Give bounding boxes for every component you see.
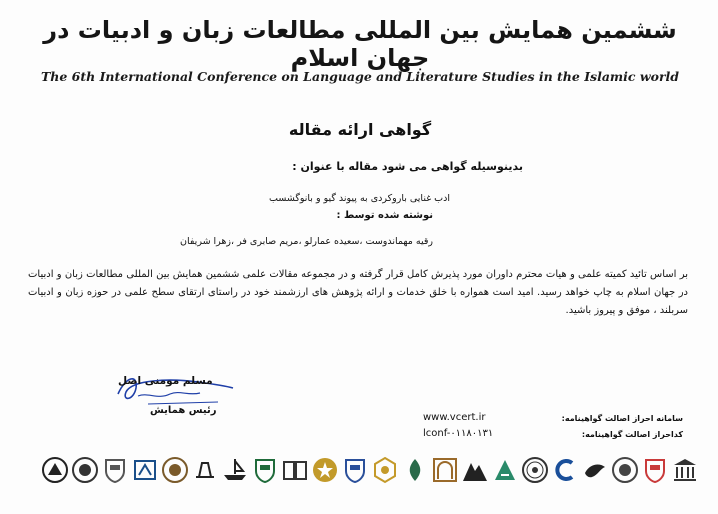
- authors-list: رقیه مهماندوست ،سعیده عمارلو ،مریم صابری فر ،زهرا شریفان: [180, 236, 433, 247]
- hexagon-logo-mark: [370, 455, 400, 485]
- circle-emblem-logo-mark: [70, 455, 100, 485]
- university-logo-mark: [40, 455, 70, 485]
- crest-logo-mark: [340, 455, 370, 485]
- crest-logo-mark: [640, 455, 670, 485]
- pillars-logo: [670, 455, 700, 485]
- civilica-logo: [550, 455, 580, 485]
- university-logo: [40, 455, 70, 485]
- circle-emblem-logo-mark: [160, 455, 190, 485]
- star-logo-mark: [310, 455, 340, 485]
- conference-title-en: The 6th International Conference on Language and Literature Studies in the Islamic world: [40, 69, 680, 84]
- arch-logo-mark: [430, 455, 460, 485]
- seal-logo: [520, 455, 550, 485]
- flame-logo-mark: [400, 455, 430, 485]
- article-title: ادب غنایی باروکردی به پیوند گیو و بانوگشسب: [269, 193, 450, 204]
- circle-emblem-logo: [610, 455, 640, 485]
- intro-line: بدینوسیله گواهی می شود مقاله با عنوان :: [292, 160, 523, 173]
- mountain-logo: [460, 455, 490, 485]
- crest-logo-mark: [250, 455, 280, 485]
- star-logo: [310, 455, 340, 485]
- dove-logo-mark: [580, 455, 610, 485]
- crest-logo: [250, 455, 280, 485]
- verify-code-value: lconf-۰۱۱۸۰۱۳۱: [423, 428, 494, 439]
- signer-role: رئیس همایش: [150, 405, 217, 416]
- verify-site-label: سامانه احراز اصالت گواهینامه:: [561, 414, 683, 423]
- verify-site-link[interactable]: www.vcert.ir: [423, 412, 486, 423]
- circle-emblem-logo: [160, 455, 190, 485]
- crest-logo-mark: [100, 455, 130, 485]
- civilica-logo-mark: [550, 455, 580, 485]
- flame-logo: [400, 455, 430, 485]
- seal-logo-mark: [520, 455, 550, 485]
- ship-logo-mark: [220, 455, 250, 485]
- nation-logo: [130, 455, 160, 485]
- verify-code-label: کداحراز اصالت گواهینامه:: [581, 430, 683, 439]
- hexagon-logo: [370, 455, 400, 485]
- lamp-logo-mark: [190, 455, 220, 485]
- certificate-heading: گواهی ارائه مقاله: [288, 120, 432, 139]
- pixel-logo: [490, 455, 520, 485]
- crest-logo: [640, 455, 670, 485]
- written-by-label: نوشته شده توسط :: [336, 210, 433, 221]
- mountain-logo-mark: [460, 455, 490, 485]
- crest-logo: [340, 455, 370, 485]
- signer-name: مسلم مومنی اصل: [118, 375, 213, 387]
- dove-logo: [580, 455, 610, 485]
- sponsor-logos-row: [40, 450, 700, 490]
- book-logo: [280, 455, 310, 485]
- crest-logo: [100, 455, 130, 485]
- verify-code-row: [423, 430, 683, 446]
- nation-logo-mark: [130, 455, 160, 485]
- conference-title-fa: ششمین همایش بین المللی مطالعات زبان و ادبیات در جهان اسلام: [43, 16, 677, 72]
- book-logo-mark: [280, 455, 310, 485]
- ship-logo: [220, 455, 250, 485]
- lamp-logo: [190, 455, 220, 485]
- pixel-logo-mark: [490, 455, 520, 485]
- circle-emblem-logo: [70, 455, 100, 485]
- certificate-body: بر اساس تائید کمیته علمی و هیات محترم داوران مورد پذیرش کامل قرار گرفته و در مجموعه مقالات علمی ششمین همایش بین المللی مطالعات زبان و ادبیات در جهان اسلام به چاپ خواهد رسید. امید است همواره با خلق خدمات و ارائه پژوهش های ارزشمند خود در راستای ارتقای سطح علمی در حوزه زبان و ادبیات سربلند ، موفق و پیروز باشید.: [28, 269, 688, 316]
- pillars-logo-mark: [670, 455, 700, 485]
- circle-emblem-logo-mark: [610, 455, 640, 485]
- arch-logo: [430, 455, 460, 485]
